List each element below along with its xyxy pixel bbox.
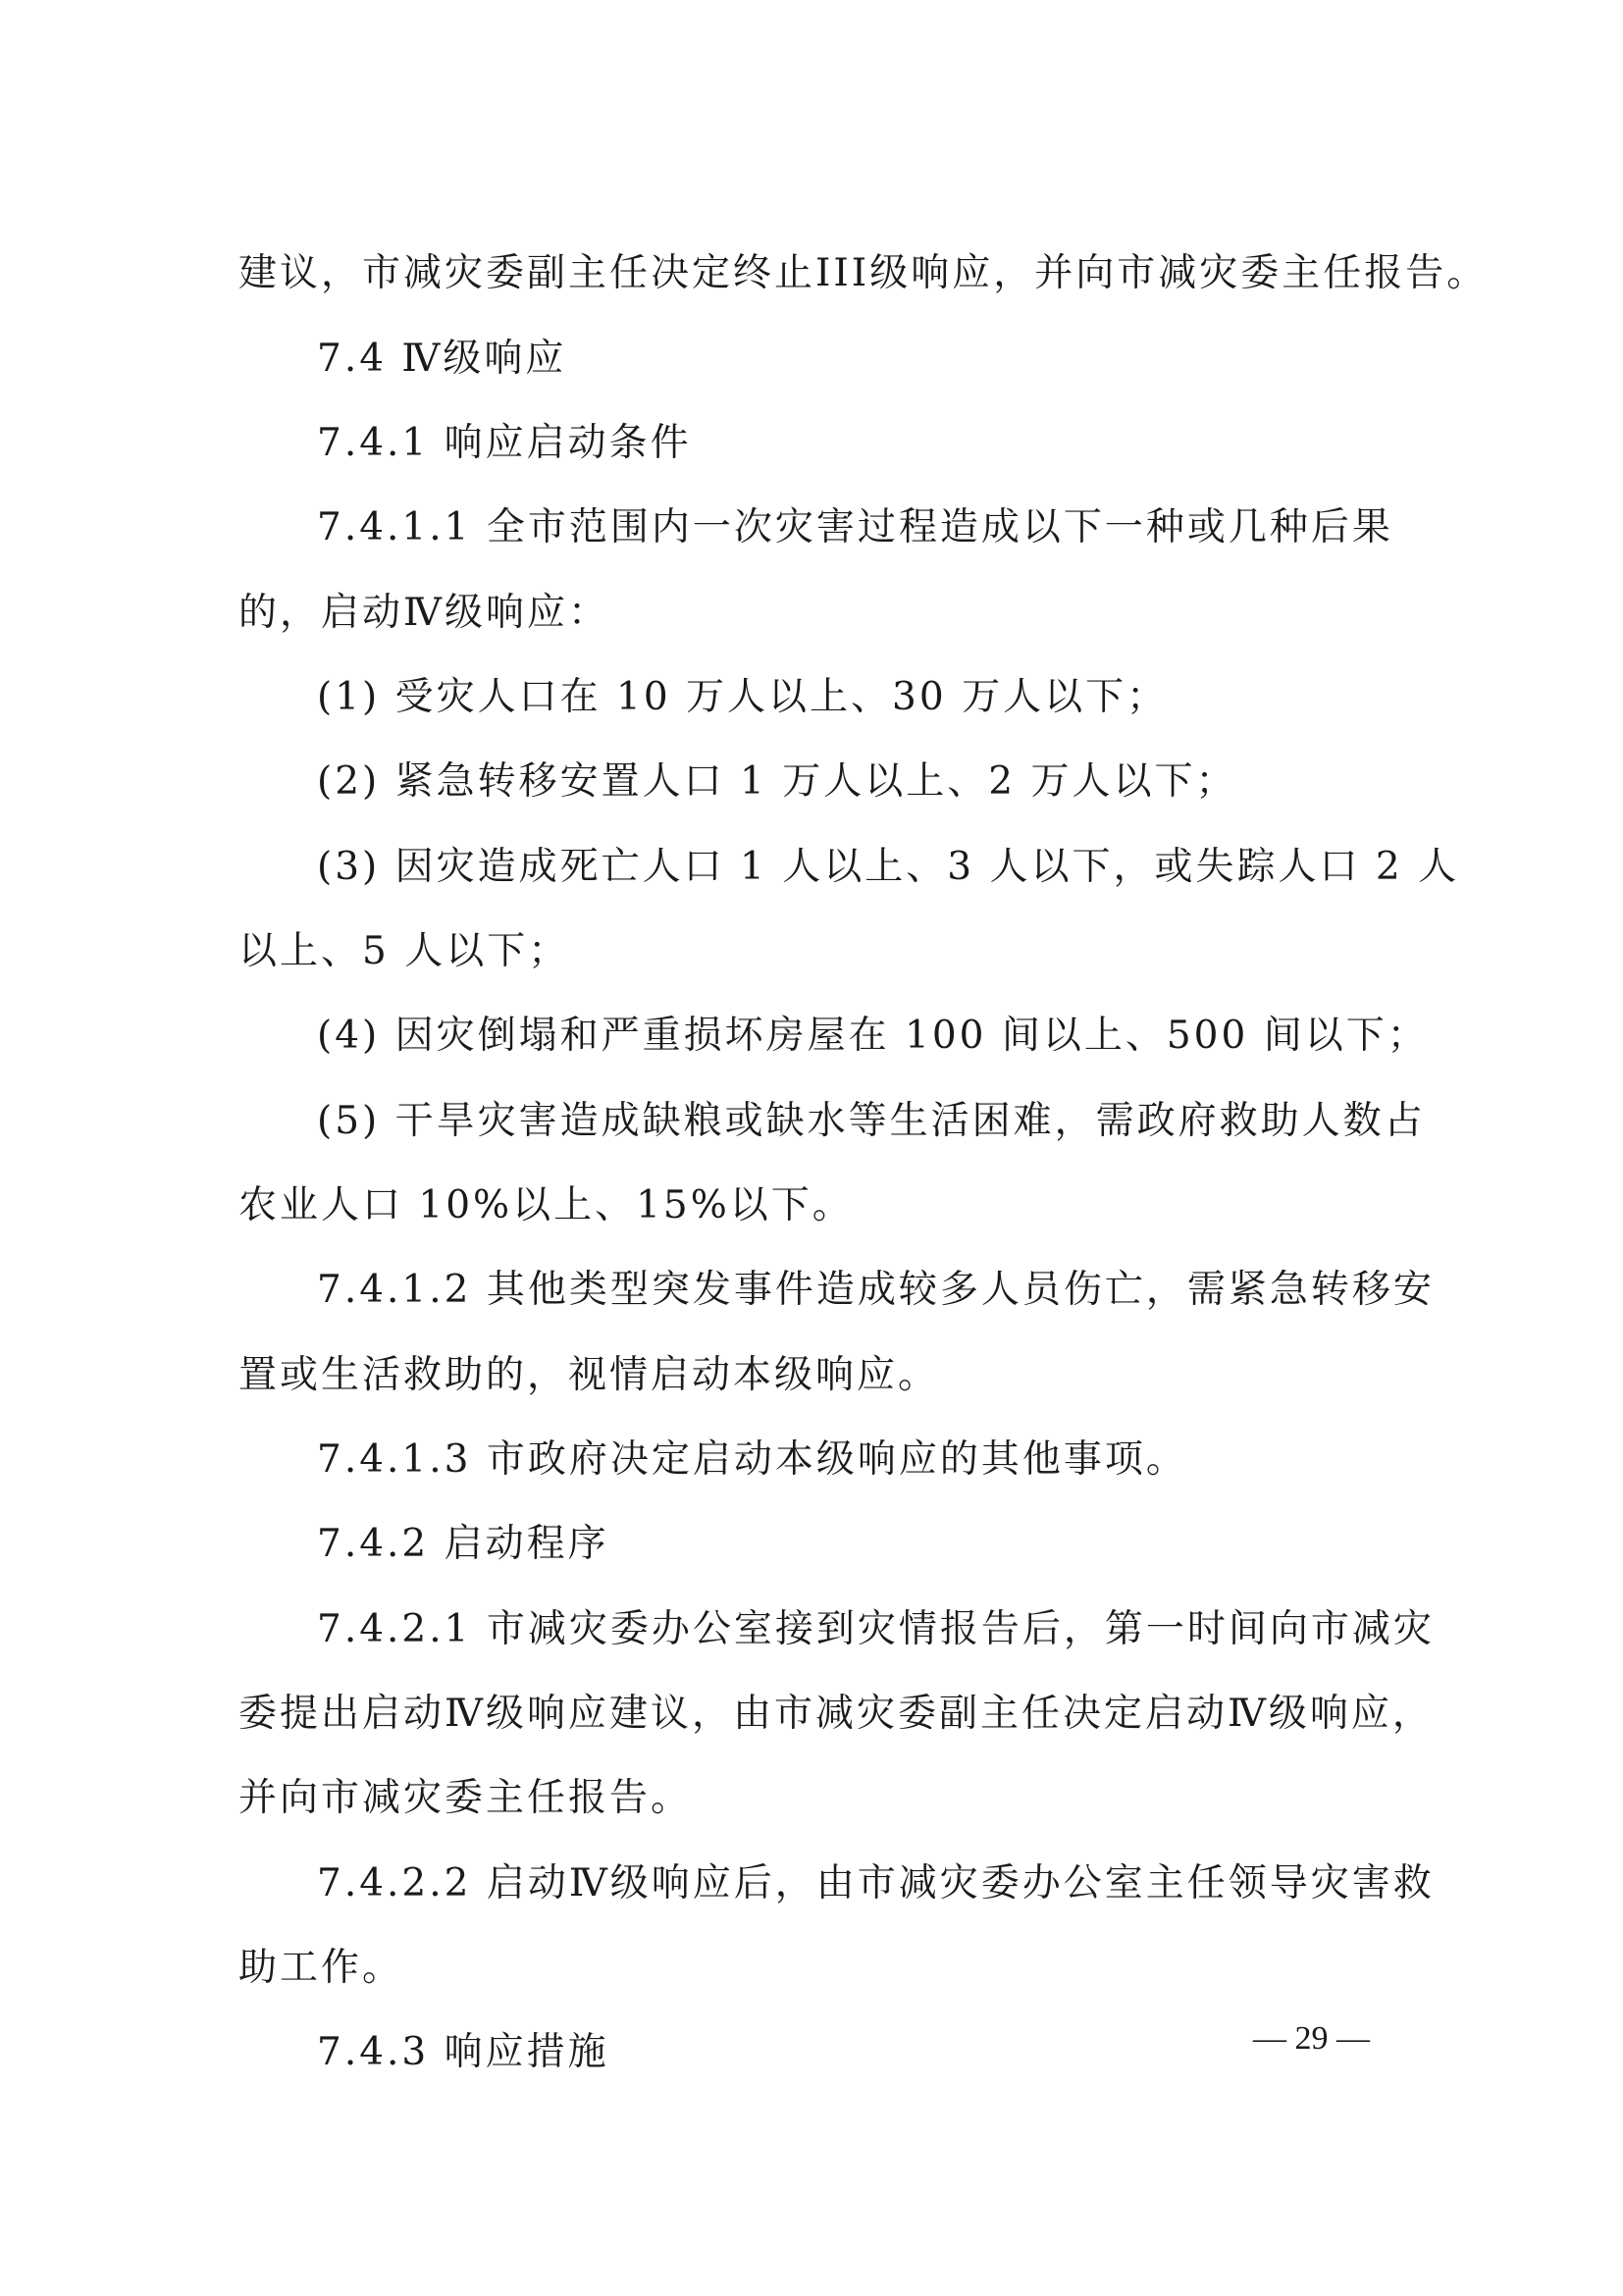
- list-item: (3) 因灾造成死亡人口 1 人以上、3 人以下，或失踪人口 2 人: [317, 845, 1460, 889]
- page-number: — 29 —: [1253, 2020, 1370, 2057]
- subsection-heading: 7.4.3 响应措施: [317, 2030, 609, 2074]
- subsection-heading: 7.4.1 响应启动条件: [317, 421, 692, 465]
- paragraph-line: 建议，市减灾委副主任决定终止III级响应，并向市减灾委主任报告。: [238, 251, 1489, 295]
- paragraph-line: 7.4.1.1 全市范围内一次灾害过程造成以下一种或几种后果: [317, 505, 1393, 549]
- paragraph-line: 委提出启动Ⅳ级响应建议，由市减灾委副主任决定启动Ⅳ级响应，: [238, 1692, 1434, 1736]
- list-item-continuation: 以上、5 人以下；: [238, 929, 570, 973]
- section-heading: 7.4 Ⅳ级响应: [317, 337, 567, 381]
- list-item: (4) 因灾倒塌和严重损坏房屋在 100 间以上、500 间以下；: [317, 1014, 1429, 1058]
- list-item: (1) 受灾人口在 10 万人以上、30 万人以下；: [317, 675, 1169, 719]
- paragraph-line: 7.4.2.1 市减灾委办公室接到灾情报告后，第一时间向市减灾: [317, 1607, 1435, 1651]
- paragraph-line: 置或生活救助的，视情启动本级响应。: [238, 1353, 940, 1397]
- paragraph-line: 7.4.2.2 启动Ⅳ级响应后，由市减灾委办公室主任领导灾害救: [317, 1861, 1435, 1905]
- paragraph-line: 的，启动Ⅳ级响应：: [238, 591, 609, 635]
- subsection-heading: 7.4.2 启动程序: [317, 1522, 609, 1566]
- list-item: (5) 干旱灾害造成缺粮或缺水等生活困难，需政府救助人数占: [317, 1099, 1426, 1143]
- paragraph-line: 7.4.1.3 市政府决定启动本级响应的其他事项。: [317, 1437, 1187, 1482]
- list-item-continuation: 农业人口 10%以上、15%以下。: [238, 1183, 854, 1227]
- paragraph-line: 助工作。: [238, 1946, 404, 1990]
- list-item: (2) 紧急转移安置人口 1 万人以上、2 万人以下；: [317, 759, 1237, 804]
- paragraph-line: 并向市减灾委主任报告。: [238, 1776, 693, 1820]
- paragraph-line: 7.4.1.2 其他类型突发事件造成较多人员伤亡，需紧急转移安: [317, 1268, 1435, 1312]
